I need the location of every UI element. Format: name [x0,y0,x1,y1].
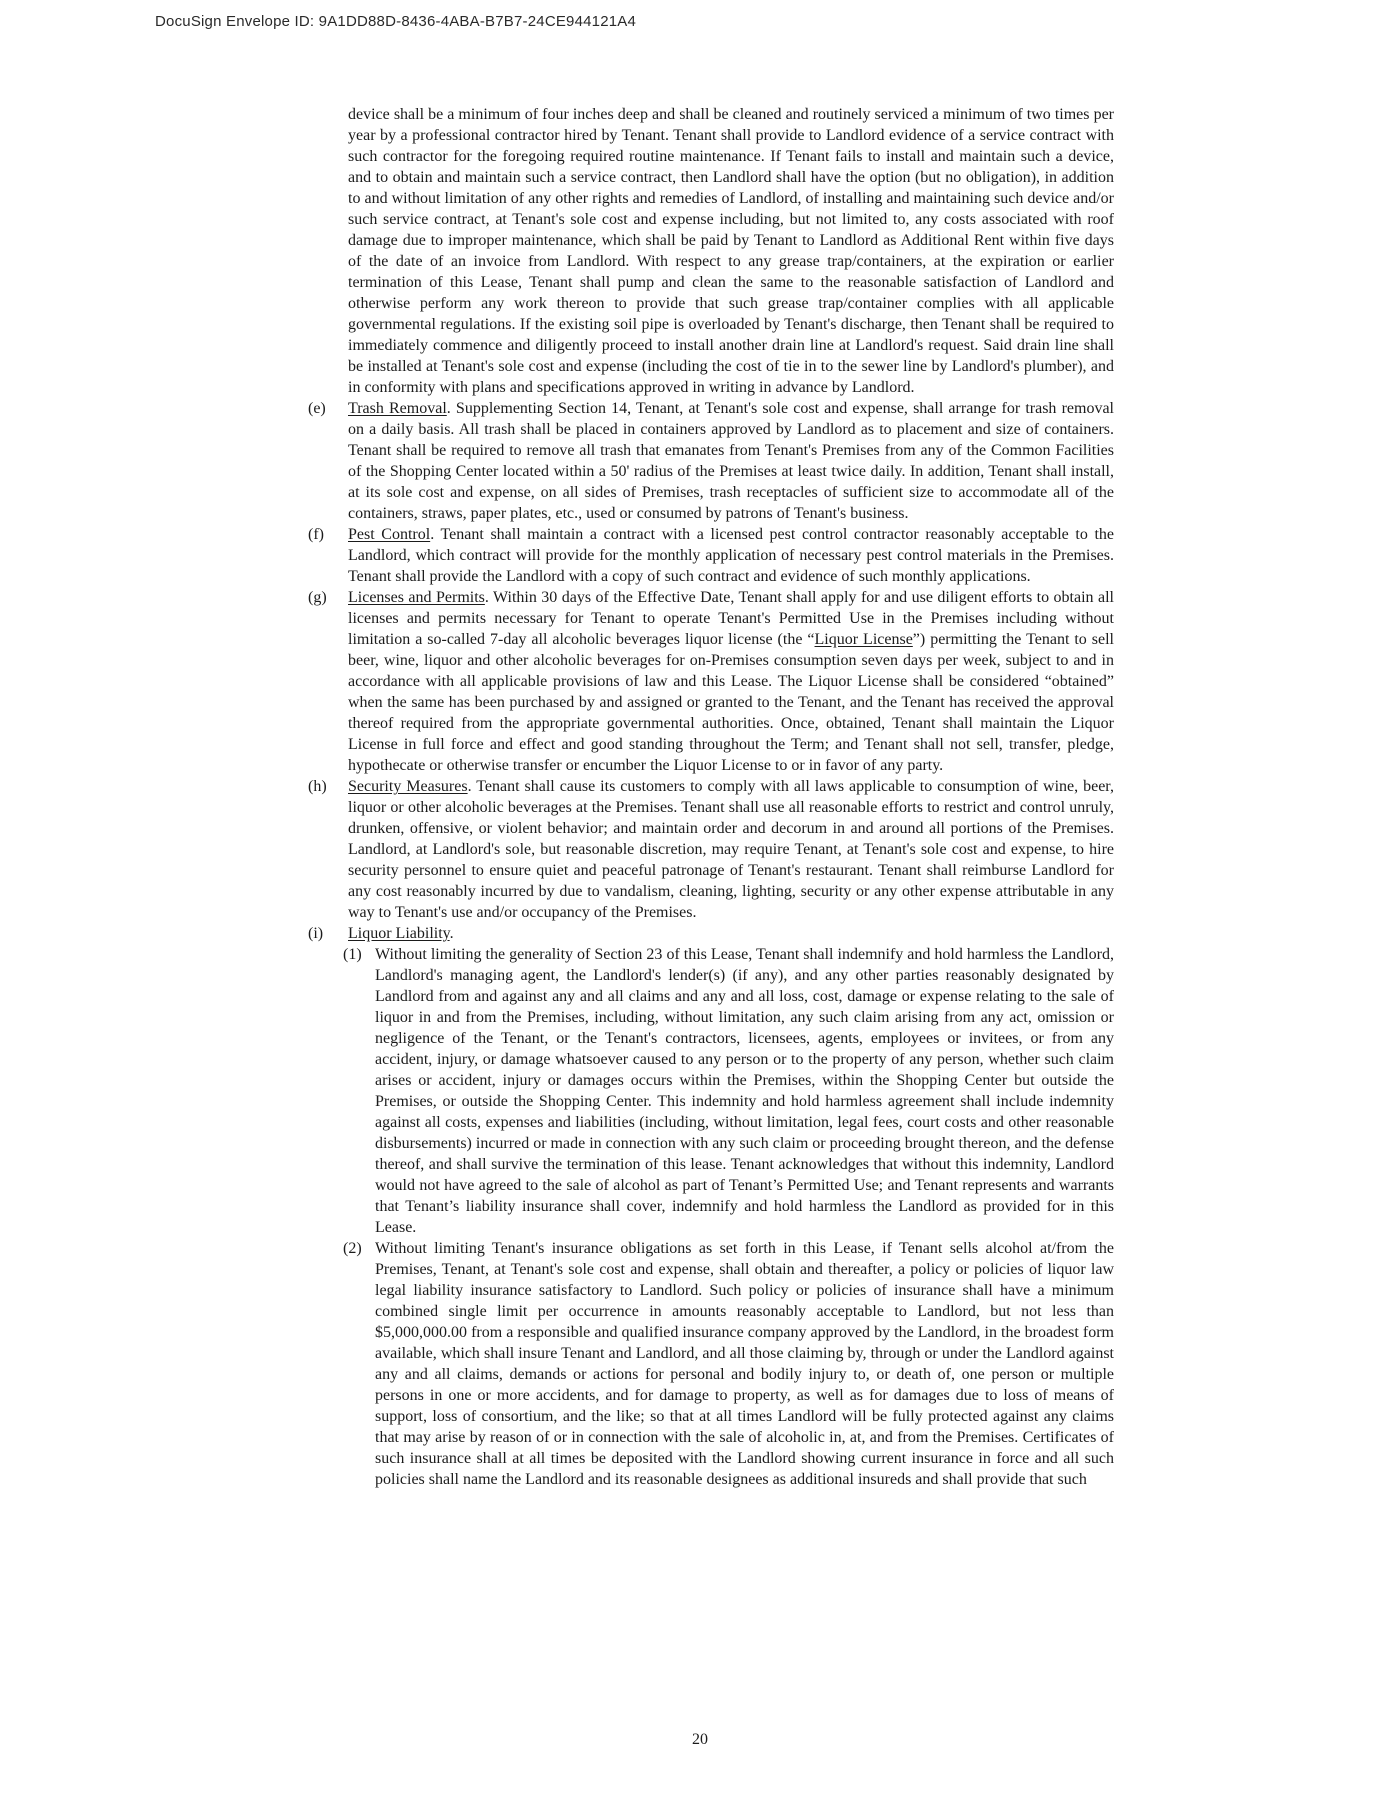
subclause-text-2: Without limiting Tenant's insurance obligations as set forth in this Lease, if Tenant sells alcohol at/from the Premises, Tenant, at Tenant's sole cost and expense, shall obtain and thereafter, a policy or policies of liquor law legal liability insurance satisfactory to Landlord. Such policy or policies of insurance shall have a minimum combined single limit per occurrence in amounts reasonably acceptable to Landlord, but not less than $5,000,000.00 from a responsible and qualified insurance company approved by the Landlord, in the broadest form available, which shall insure Tenant and Landlord, and all those claiming by, through or under the Landlord against any and all claims, demands or actions for personal and bodily injury to, or death of, one person or multiple persons in one or more accidents, and for damage to property, as well as for damages due to loss of means of support, loss of consortium, and the like; so that at all times Landlord will be fully protected against any claims that may arise by reason of or in connection with the sale of alcoholic in, at, and from the Premises. Certificates of such insurance shall at all times be deposited with the Landlord showing current insurance in force and all such policies shall name the Landlord and its reasonable designees as additional insureds and shall provide that such [375,1240,1114,1488]
clause-label-g: (g) [308,589,327,606]
clause-heading-liquor-liability: Liquor Liability [348,925,450,942]
clause-liquor-liability-paragraph [348,923,1114,944]
clause-label-e: (e) [308,400,326,417]
clause-heading-security: Security Measures [348,778,468,795]
clause-text-liquor-liability: . [449,925,454,942]
clause-text-pest-control: . Tenant shall maintain a contract with a licensed pest control contractor reasonably acceptable to the Landlord, which contract will provide for the monthly application of necessary pest control materials in the Premises. Tenant shall provide the Landlord with a copy of such contract and evidence of such monthly applications. [348,526,1114,585]
clause-licenses-and-permits [308,587,1115,776]
clause-licenses-paragraph [348,587,1114,776]
clause-label-f: (f) [308,526,324,543]
docusign-envelope-id: DocuSign Envelope ID: 9A1DD88D-8436-4ABA-B7B7-24CE944121A4 [155,13,637,30]
clause-heading-pest-control: Pest Control [348,526,431,543]
subclause-label-1: (1) [343,946,362,963]
clause-text-licenses-part1: . Within 30 days of the Effective Date, Tenant shall apply for and use diligent efforts to obtain all licenses and permits necessary for Tenant to operate Tenant's Permitted Use in the Premises including without limitation a so-called 7-day all alcoholic beverages liquor license (the “ [348,589,1115,648]
subclause-liquor-liability-2 [343,1238,1114,1490]
clause-liquor-liability [308,923,1114,944]
clause-label-i: (i) [308,925,324,942]
clause-trash-removal-paragraph [348,398,1114,524]
clause-trash-removal [308,398,1114,524]
clause-pest-control-paragraph [348,524,1114,587]
clause-text-trash-removal: . Supplementing Section 14, Tenant, at Tenant's sole cost and expense, shall arrange for trash removal on a daily basis. All trash shall be placed in containers approved by Landlord as to placement and size of containers. Tenant shall be required to remove all trash that emanates from Tenant's Premises from any of the Common Facilities of the Shopping Center located within a 50' radius of the Premises at least twice daily. In addition, Tenant shall install, at its sole cost and expense, on all sides of Premises, trash receptacles of sufficient size to accommodate all of the containers, straws, paper plates, etc., used or consumed by patrons of Tenant's business. [348,400,1114,522]
subclause-text-1: Without limiting the generality of Section 23 of this Lease, Tenant shall indemnify and hold harmless the Landlord, Landlord's managing agent, the Landlord's lender(s) (if any), and any other parties reasonably designated by Landlord from and against any and all claims and any and all loss, cost, damage or expense relating to the sale of liquor in and from the Premises, including, without limitation, any such claim arising from any act, omission or negligence of the Tenant, or the Tenant's contractors, licensees, agents, employees or invitees, or from any accident, injury, or damage whatsoever caused to any person or to the property of any person, whether such claim arises or accident, injury or damages occurs within the Premises, within the Shopping Center but outside the Premises, or outside the Shopping Center. This indemnity and hold harmless agreement shall include indemnity against all costs, expenses and liabilities (including, without limitation, legal fees, court costs and other reasonable disbursements) incurred or made in connection with any such claim or proceeding brought thereon, and the defense thereof, and shall survive the termination of this lease. Tenant acknowledges that without this indemnity, Landlord would not have agreed to the sale of alcohol as part of Tenant’s Permitted Use; and Tenant represents and warrants that Tenant’s liability insurance shall cover, indemnify and hold harmless the Landlord as provided for in this Lease. [375,946,1114,1236]
subclause-label-2: (2) [343,1240,362,1257]
lease-text-block [308,104,1115,1490]
clause-security-paragraph [348,776,1114,923]
subclause-liquor-liability-1 [343,944,1114,1238]
clause-heading-licenses: Licenses and Permits [348,589,485,606]
clause-label-h: (h) [308,778,327,795]
clause-text-licenses-part2: ”) permitting the Tenant to sell beer, wine, liquor and other alcoholic beverages for on-Premises consumption seven days per week, subject to and in accordance with all applicable provisions of law and this Lease. The Liquor License shall be considered “obtained” when the same has been purchased by and assigned or granted to the Tenant, and the Tenant has received the approval thereof required from the appropriate governmental authorities. Once, obtained, Tenant shall maintain the Liquor License in full force and effect and good standing throughout the Term; and Tenant shall not sell, transfer, pledge, hypothecate or otherwise transfer or encumber the Liquor License to or in favor of any party. [348,631,1115,774]
paragraph-continuation: device shall be a minimum of four inches deep and shall be cleaned and routinely serviced a minimum of two times per year by a professional contractor hired by Tenant. Tenant shall provide to Landlord evidence of a service contract with such contractor for the foregoing required routine maintenance. If Tenant fails to install and maintain such a device, and to obtain and maintain such a service contract, then Landlord shall have the option (but no obligation), in addition to and without limitation of any other rights and remedies of Landlord, of installing and maintaining such device and/or such service contract, at Tenant's sole cost and expense including, but not limited to, any costs associated with roof damage due to improper maintenance, which shall be paid by Tenant to Landlord as Additional Rent within five days of the date of an invoice from Landlord. With respect to any grease trap/containers, at the expiration or earlier termination of this Lease, Tenant shall pump and clean the same to the reasonable satisfaction of Landlord and otherwise perform any work thereon to provide that such grease trap/container complies with all applicable governmental regulations. If the existing soil pipe is overloaded by Tenant's discharge, then Tenant shall be required to immediately commence and diligently proceed to install another drain line at Landlord's request. Said drain line shall be installed at Tenant's sole cost and expense (including the cost of tie in to the sewer line by Landlord's plumber), and in conformity with plans and specifications approved in writing in advance by Landlord. [348,106,1114,396]
page-number: 20 [692,1731,708,1748]
clause-security-measures [308,776,1114,923]
liquor-license-term: Liquor License [814,631,913,648]
clause-heading-trash-removal: Trash Removal [348,400,447,417]
clause-pest-control [308,524,1114,587]
clause-text-security: . Tenant shall cause its customers to comply with all laws applicable to consumption of wine, beer, liquor or other alcoholic beverages at the Premises. Tenant shall use all reasonable efforts to restrict and control unruly, drunken, offensive, or violent behavior; and maintain order and decorum in and around all portions of the Premises. Landlord, at Landlord's sole, but reasonable discretion, may require Tenant, at Tenant's sole cost and expense, to hire security personnel to ensure quiet and peaceful patronage of Tenant's restaurant. Tenant shall reimburse Landlord for any cost reasonably incurred by due to vandalism, cleaning, lighting, security or any other expense attributable in any way to Tenant's use and/or occupancy of the Premises. [348,778,1114,921]
